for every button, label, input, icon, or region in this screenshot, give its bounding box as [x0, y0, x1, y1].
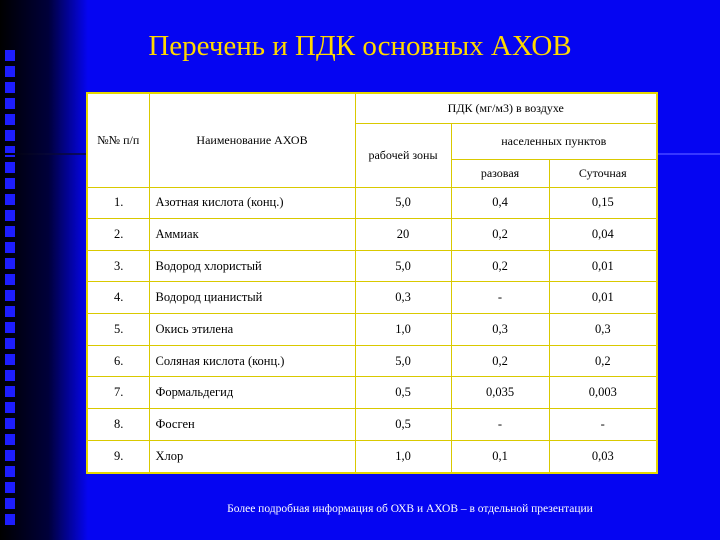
- header-settlements: населенных пунктов: [451, 123, 657, 159]
- row-daily: 0,003: [549, 377, 657, 409]
- row-num: 4.: [87, 282, 149, 314]
- row-num: 3.: [87, 250, 149, 282]
- row-one: -: [451, 282, 549, 314]
- row-name: Формальдегид: [149, 377, 355, 409]
- row-daily: 0,01: [549, 282, 657, 314]
- table-row: [87, 440, 657, 473]
- table-row: [87, 219, 657, 251]
- row-daily: 0,03: [549, 440, 657, 473]
- row-work: 5,0: [355, 187, 451, 219]
- table-row: [87, 377, 657, 409]
- row-one: 0,2: [451, 250, 549, 282]
- header-pdk-group: ПДК (мг/м3) в воздухе: [355, 93, 657, 123]
- row-num: 7.: [87, 377, 149, 409]
- row-daily: 0,04: [549, 219, 657, 251]
- row-name: Водород цианистый: [149, 282, 355, 314]
- row-one: 0,2: [451, 345, 549, 377]
- row-daily: 0,15: [549, 187, 657, 219]
- table-row: [87, 187, 657, 219]
- row-work: 0,3: [355, 282, 451, 314]
- row-daily: 0,01: [549, 250, 657, 282]
- row-num: 6.: [87, 345, 149, 377]
- row-one: -: [451, 409, 549, 441]
- row-work: 5,0: [355, 345, 451, 377]
- row-one: 0,2: [451, 219, 549, 251]
- row-name: Хлор: [149, 440, 355, 473]
- header-daily: Суточная: [549, 159, 657, 187]
- row-work: 1,0: [355, 440, 451, 473]
- row-name: Аммиак: [149, 219, 355, 251]
- table-row: [87, 282, 657, 314]
- row-name: Окись этилена: [149, 314, 355, 346]
- row-num: 5.: [87, 314, 149, 346]
- row-work: 20: [355, 219, 451, 251]
- row-daily: 0,3: [549, 314, 657, 346]
- footer-note: Более подробная информация об ОХВ и АХОВ – в отдельной презентации: [227, 503, 593, 515]
- row-num: 9.: [87, 440, 149, 473]
- row-work: 0,5: [355, 377, 451, 409]
- header-one-time: разовая: [451, 159, 549, 187]
- table-row: [87, 314, 657, 346]
- pdk-table: [86, 92, 658, 474]
- row-work: 1,0: [355, 314, 451, 346]
- header-num: №№ п/п: [87, 93, 149, 187]
- header-work-zone: рабочей зоны: [355, 123, 451, 187]
- row-num: 8.: [87, 409, 149, 441]
- table-row: [87, 409, 657, 441]
- slide-title: Перечень и ПДК основных АХОВ: [148, 30, 572, 62]
- table-row: [87, 345, 657, 377]
- row-num: 2.: [87, 219, 149, 251]
- row-num: 1.: [87, 187, 149, 219]
- row-one: 0,035: [451, 377, 549, 409]
- row-daily: -: [549, 409, 657, 441]
- row-name: Фосген: [149, 409, 355, 441]
- header-name: Наименование АХОВ: [149, 93, 355, 187]
- table-row: [87, 250, 657, 282]
- row-name: Соляная кислота (конц.): [149, 345, 355, 377]
- row-work: 5,0: [355, 250, 451, 282]
- row-one: 0,1: [451, 440, 549, 473]
- row-one: 0,3: [451, 314, 549, 346]
- row-name: Азотная кислота (конц.): [149, 187, 355, 219]
- row-daily: 0,2: [549, 345, 657, 377]
- row-name: Водород хлористый: [149, 250, 355, 282]
- row-work: 0,5: [355, 409, 451, 441]
- decor-squares: [5, 50, 17, 530]
- row-one: 0,4: [451, 187, 549, 219]
